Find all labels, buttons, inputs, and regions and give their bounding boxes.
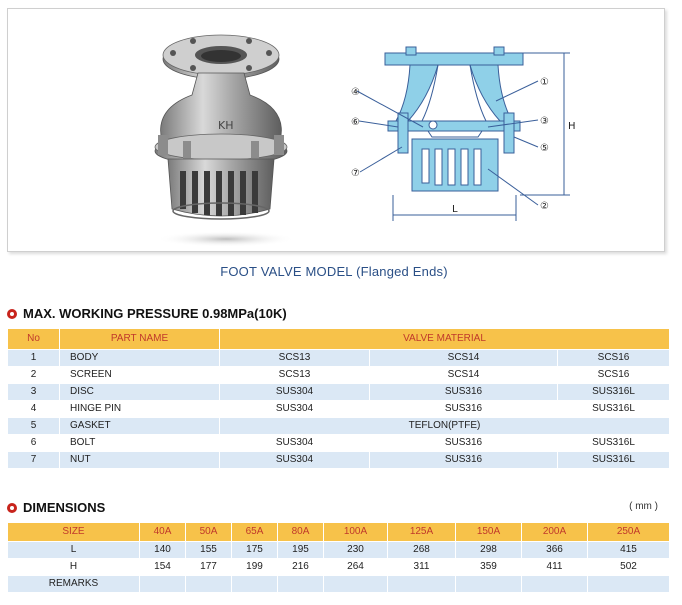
cell — [588, 576, 670, 593]
table-row — [8, 367, 670, 384]
pressure-section-title — [7, 306, 287, 321]
row-part: SCREEN — [60, 367, 220, 384]
cell: 268 — [388, 542, 456, 559]
cell — [456, 576, 522, 593]
row-no: 4 — [8, 401, 60, 418]
bullet-icon — [7, 309, 17, 319]
table-row — [8, 542, 670, 559]
callout-1: ① — [540, 77, 549, 88]
row-no: 6 — [8, 435, 60, 452]
table-row — [8, 350, 670, 367]
row-no: 7 — [8, 452, 60, 469]
pressure-title-text: MAX. WORKING PRESSURE 0.98MPa(10K) — [23, 306, 287, 321]
row-part: NUT — [60, 452, 220, 469]
valve-photo — [155, 35, 296, 247]
foot-valve-illustration — [8, 9, 664, 251]
callout-6: ⑥ — [351, 117, 360, 128]
header-valve-material: VALVE MATERIAL — [220, 329, 670, 350]
row-part: GASKET — [60, 418, 220, 435]
cell: 311 — [388, 559, 456, 576]
row-no: 2 — [8, 367, 60, 384]
row-material-3: SUS316L — [558, 401, 670, 418]
table-row — [8, 452, 670, 469]
row-label: L — [8, 542, 140, 559]
callout-4: ④ — [351, 87, 360, 98]
header-size-col: 50A — [186, 523, 232, 542]
cell: 177 — [186, 559, 232, 576]
cell: 216 — [278, 559, 324, 576]
cell: 502 — [588, 559, 670, 576]
bullet-icon — [7, 503, 17, 513]
header-part-name: PART NAME — [60, 329, 220, 350]
cell: 199 — [232, 559, 278, 576]
cell: 415 — [588, 542, 670, 559]
row-material-3: SUS316L — [558, 384, 670, 401]
row-material-2: SUS316 — [370, 452, 558, 469]
dimension-h-label: H — [568, 121, 576, 132]
cell — [278, 576, 324, 593]
row-part: HINGE PIN — [60, 401, 220, 418]
header-size-col: 125A — [388, 523, 456, 542]
header-size-col: 100A — [324, 523, 388, 542]
row-material-2: SCS14 — [370, 367, 558, 384]
dimensions-section-title — [7, 500, 105, 515]
row-label: H — [8, 559, 140, 576]
table-row — [8, 401, 670, 418]
row-no: 1 — [8, 350, 60, 367]
row-material-2: SUS316 — [370, 401, 558, 418]
cell: 140 — [140, 542, 186, 559]
header-size-col: 65A — [232, 523, 278, 542]
callout-3: ③ — [540, 116, 549, 127]
cell — [186, 576, 232, 593]
table-row — [8, 435, 670, 452]
dimension-header-row — [8, 523, 670, 542]
table-row — [8, 418, 670, 435]
table-row — [8, 559, 670, 576]
cell — [140, 576, 186, 593]
row-material-3: SUS316L — [558, 452, 670, 469]
cell: 175 — [232, 542, 278, 559]
row-material-2: SCS14 — [370, 350, 558, 367]
cell: 411 — [522, 559, 588, 576]
header-size-col: 80A — [278, 523, 324, 542]
row-material-2: SUS316 — [370, 435, 558, 452]
row-material-3: SCS16 — [558, 367, 670, 384]
header-size-col: 200A — [522, 523, 588, 542]
row-no: 3 — [8, 384, 60, 401]
cell — [324, 576, 388, 593]
callout-5: ⑤ — [540, 143, 549, 154]
row-label: REMARKS — [8, 576, 140, 593]
row-material-2: SUS316 — [370, 384, 558, 401]
cell: 264 — [324, 559, 388, 576]
cell: 359 — [456, 559, 522, 576]
product-caption: FOOT VALVE MODEL (Flanged Ends) — [220, 264, 448, 279]
row-material-1: SUS304 — [220, 435, 370, 452]
svg-text:KH: KH — [218, 119, 234, 132]
header-no: No — [8, 329, 60, 350]
row-part: BOLT — [60, 435, 220, 452]
row-part: DISC — [60, 384, 220, 401]
row-material-1: SCS13 — [220, 350, 370, 367]
material-table-header — [8, 329, 670, 350]
table-row — [8, 576, 670, 593]
cell: 154 — [140, 559, 186, 576]
header-size-col: 40A — [140, 523, 186, 542]
cell — [388, 576, 456, 593]
row-material-span: TEFLON(PTFE) — [220, 418, 670, 435]
cell: 298 — [456, 542, 522, 559]
cell: 195 — [278, 542, 324, 559]
valve-cross-section-diagram — [357, 47, 570, 221]
callout-2: ② — [540, 201, 549, 212]
product-image-frame — [7, 8, 665, 252]
cell — [522, 576, 588, 593]
material-table — [7, 328, 670, 469]
cell — [232, 576, 278, 593]
row-no: 5 — [8, 418, 60, 435]
row-material-1: SUS304 — [220, 384, 370, 401]
header-size-col: 150A — [456, 523, 522, 542]
header-size: SIZE — [8, 523, 140, 542]
cell: 230 — [324, 542, 388, 559]
row-material-3: SCS16 — [558, 350, 670, 367]
dimension-table — [7, 522, 670, 593]
row-material-1: SCS13 — [220, 367, 370, 384]
row-material-3: SUS316L — [558, 435, 670, 452]
cell: 155 — [186, 542, 232, 559]
row-part: BODY — [60, 350, 220, 367]
callout-7: ⑦ — [351, 168, 360, 179]
table-row — [8, 384, 670, 401]
row-material-1: SUS304 — [220, 452, 370, 469]
row-material-1: SUS304 — [220, 401, 370, 418]
dimensions-title-text: DIMENSIONS — [23, 500, 106, 515]
dimension-l-label: L — [452, 204, 458, 215]
unit-label: ( mm ) — [629, 501, 658, 512]
header-size-col: 250A — [588, 523, 670, 542]
cell: 366 — [522, 542, 588, 559]
